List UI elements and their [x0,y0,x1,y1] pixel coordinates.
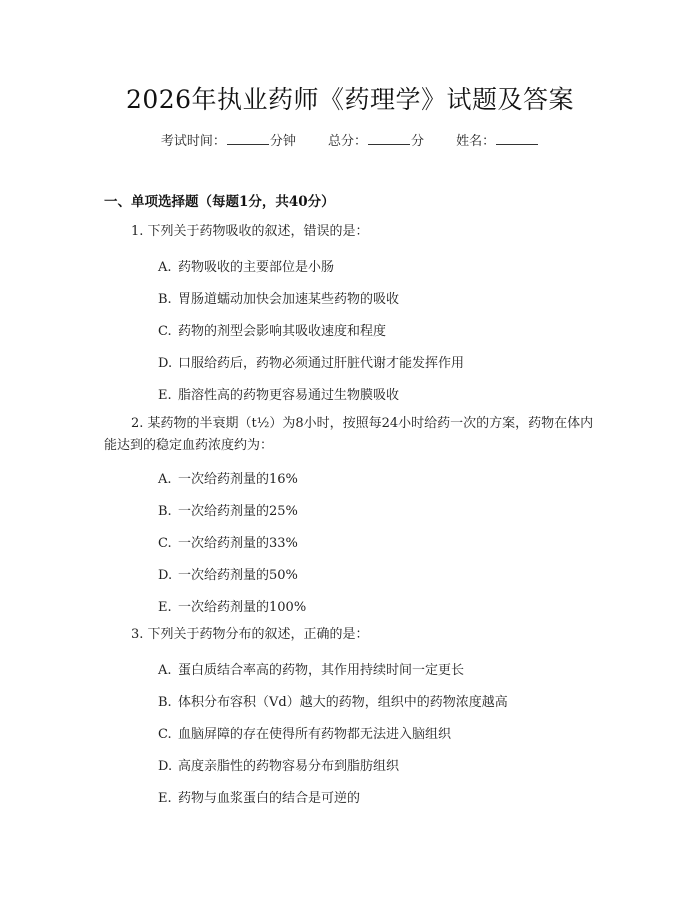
student-name-label: 姓名： [456,134,496,149]
option-1e [158,384,399,403]
option-1d [158,352,464,371]
option-letter: B. [158,695,172,710]
option-letter: D. [158,568,173,583]
option-text: 一次给药剂量的16% [178,472,298,487]
exam-time-blank [227,132,269,145]
exam-meta [0,130,700,149]
option-letter: C. [158,727,172,742]
option-text: 一次给药剂量的100% [178,600,307,615]
option-text: 口服给药后，药物必须通过肝脏代谢才能发挥作用 [178,356,465,371]
option-text: 一次给药剂量的25% [178,504,298,519]
option-letter: E. [158,600,172,615]
option-1a [158,256,334,275]
question-2 [104,413,601,457]
option-text: 血脑屏障的存在使得所有药物都无法进入脑组织 [178,727,452,742]
question-3 [131,624,601,646]
question-text: 下列关于药物吸收的叙述，错误的是： [147,224,369,239]
question-number: 2. [131,416,144,431]
option-text: 一次给药剂量的33% [178,536,298,551]
section-heading: 一、单项选择题（每题1分，共40分） [104,194,335,210]
option-2c [158,532,298,551]
option-letter: C. [158,536,172,551]
option-text: 体积分布容积（Vd）越大的药物，组织中的药物浓度越高 [178,695,508,710]
exam-score-blank [368,132,410,145]
question-text: 某药物的半衰期（t½）为8小时，按照每24小时给药一次的方案，药物在体内能达到的稳定血药浓度约为： [104,416,594,453]
option-text: 脂溶性高的药物更容易通过生物膜吸收 [178,388,400,403]
exam-score [328,130,424,149]
option-text: 蛋白质结合率高的药物，其作用持续时间一定更长 [178,663,465,678]
option-text: 胃肠道蠕动加快会加速某些药物的吸收 [178,292,400,307]
exam-time-label: 考试时间： [160,134,226,149]
option-3c [158,723,451,742]
question-number: 1. [131,224,144,239]
student-name [456,130,539,149]
question-text: 下列关于药物分布的叙述，正确的是： [147,627,369,642]
student-name-blank [496,132,538,145]
option-letter: B. [158,292,172,307]
exam-score-unit: 分 [411,134,425,149]
option-letter: A. [158,260,172,275]
option-text: 药物吸收的主要部位是小肠 [178,260,335,275]
exam-time-unit: 分钟 [269,134,296,149]
exam-score-label: 总分： [327,134,367,149]
option-text: 药物与血浆蛋白的结合是可逆的 [178,791,361,806]
exam-time [161,130,296,149]
option-letter: A. [158,472,172,487]
question-number: 3. [131,627,144,642]
page-title: 2026年执业药师《药理学》试题及答案 [125,85,575,114]
option-letter: A. [158,663,172,678]
option-3a [158,659,464,678]
option-letter: E. [158,791,172,806]
option-3b [158,691,508,710]
option-text: 高度亲脂性的药物容易分布到脂肪组织 [178,759,400,774]
option-3e [158,787,360,806]
option-2a [158,468,298,487]
option-3d [158,755,399,774]
option-2d [158,564,298,583]
option-2b [158,500,298,519]
question-1 [131,221,601,243]
option-letter: B. [158,504,172,519]
option-letter: D. [158,759,173,774]
option-text: 药物的剂型会影响其吸收速度和程度 [178,324,387,339]
option-letter: C. [158,324,172,339]
option-2e [158,596,306,615]
option-text: 一次给药剂量的50% [178,568,298,583]
option-1b [158,288,399,307]
option-letter: E. [158,388,172,403]
option-1c [158,320,386,339]
option-letter: D. [158,356,173,371]
